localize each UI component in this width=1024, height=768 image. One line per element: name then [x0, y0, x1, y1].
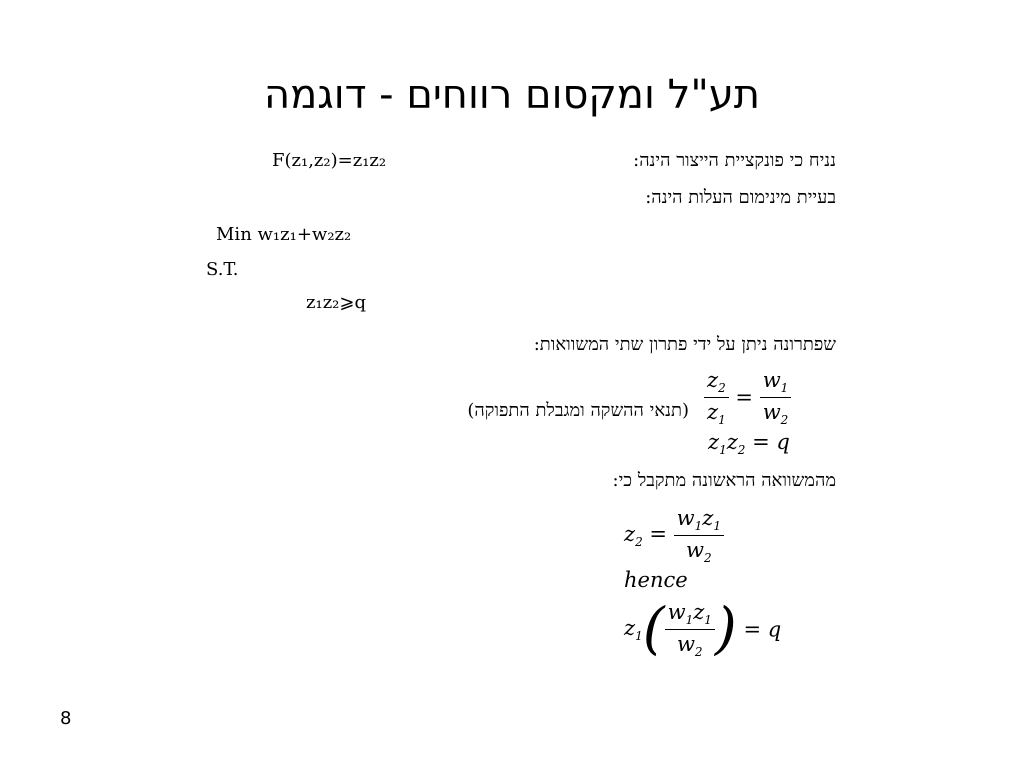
first-equation-text: מהמשוואה הראשונה מתקבל כי: — [612, 470, 836, 491]
subject-to-label: S.T. — [206, 259, 239, 280]
condition-label: (תנאי ההשקה ומגבלת התפוקה) — [467, 400, 689, 421]
output-equation: $z_1z_2 = q$ — [708, 430, 790, 458]
constraint-formula: z₁z₂⩾q — [306, 292, 367, 313]
solution-text: שפתרונה ניתן על ידי פתרון שתי המשוואות: — [533, 334, 836, 355]
page-number: 8 — [60, 708, 72, 729]
production-function-formula: F(z₁,z₂)=z₁z₂ — [272, 150, 387, 171]
slide-title: תע"ל ומקסום רווחים - דוגמה — [263, 72, 761, 118]
hence-label: hence — [624, 568, 688, 592]
production-function-text: נניח כי פונקציית הייצור הינה: — [633, 150, 836, 171]
z2-solution-equation: $z_2$ = $\frac{w_1z_1}{w_2}$ — [624, 506, 724, 565]
cost-min-text: בעיית מינימום העלות הינה: — [645, 187, 836, 208]
tangency-equation: $\frac{z_2}{z_1}$ = $\frac{w_1}{w_2}$ — [704, 368, 791, 427]
final-equation: $z_1$( $\frac{w_1z_1}{w_2}$ ) = q — [624, 596, 782, 662]
objective-formula: Min w₁z₁+w₂z₂ — [216, 224, 352, 245]
